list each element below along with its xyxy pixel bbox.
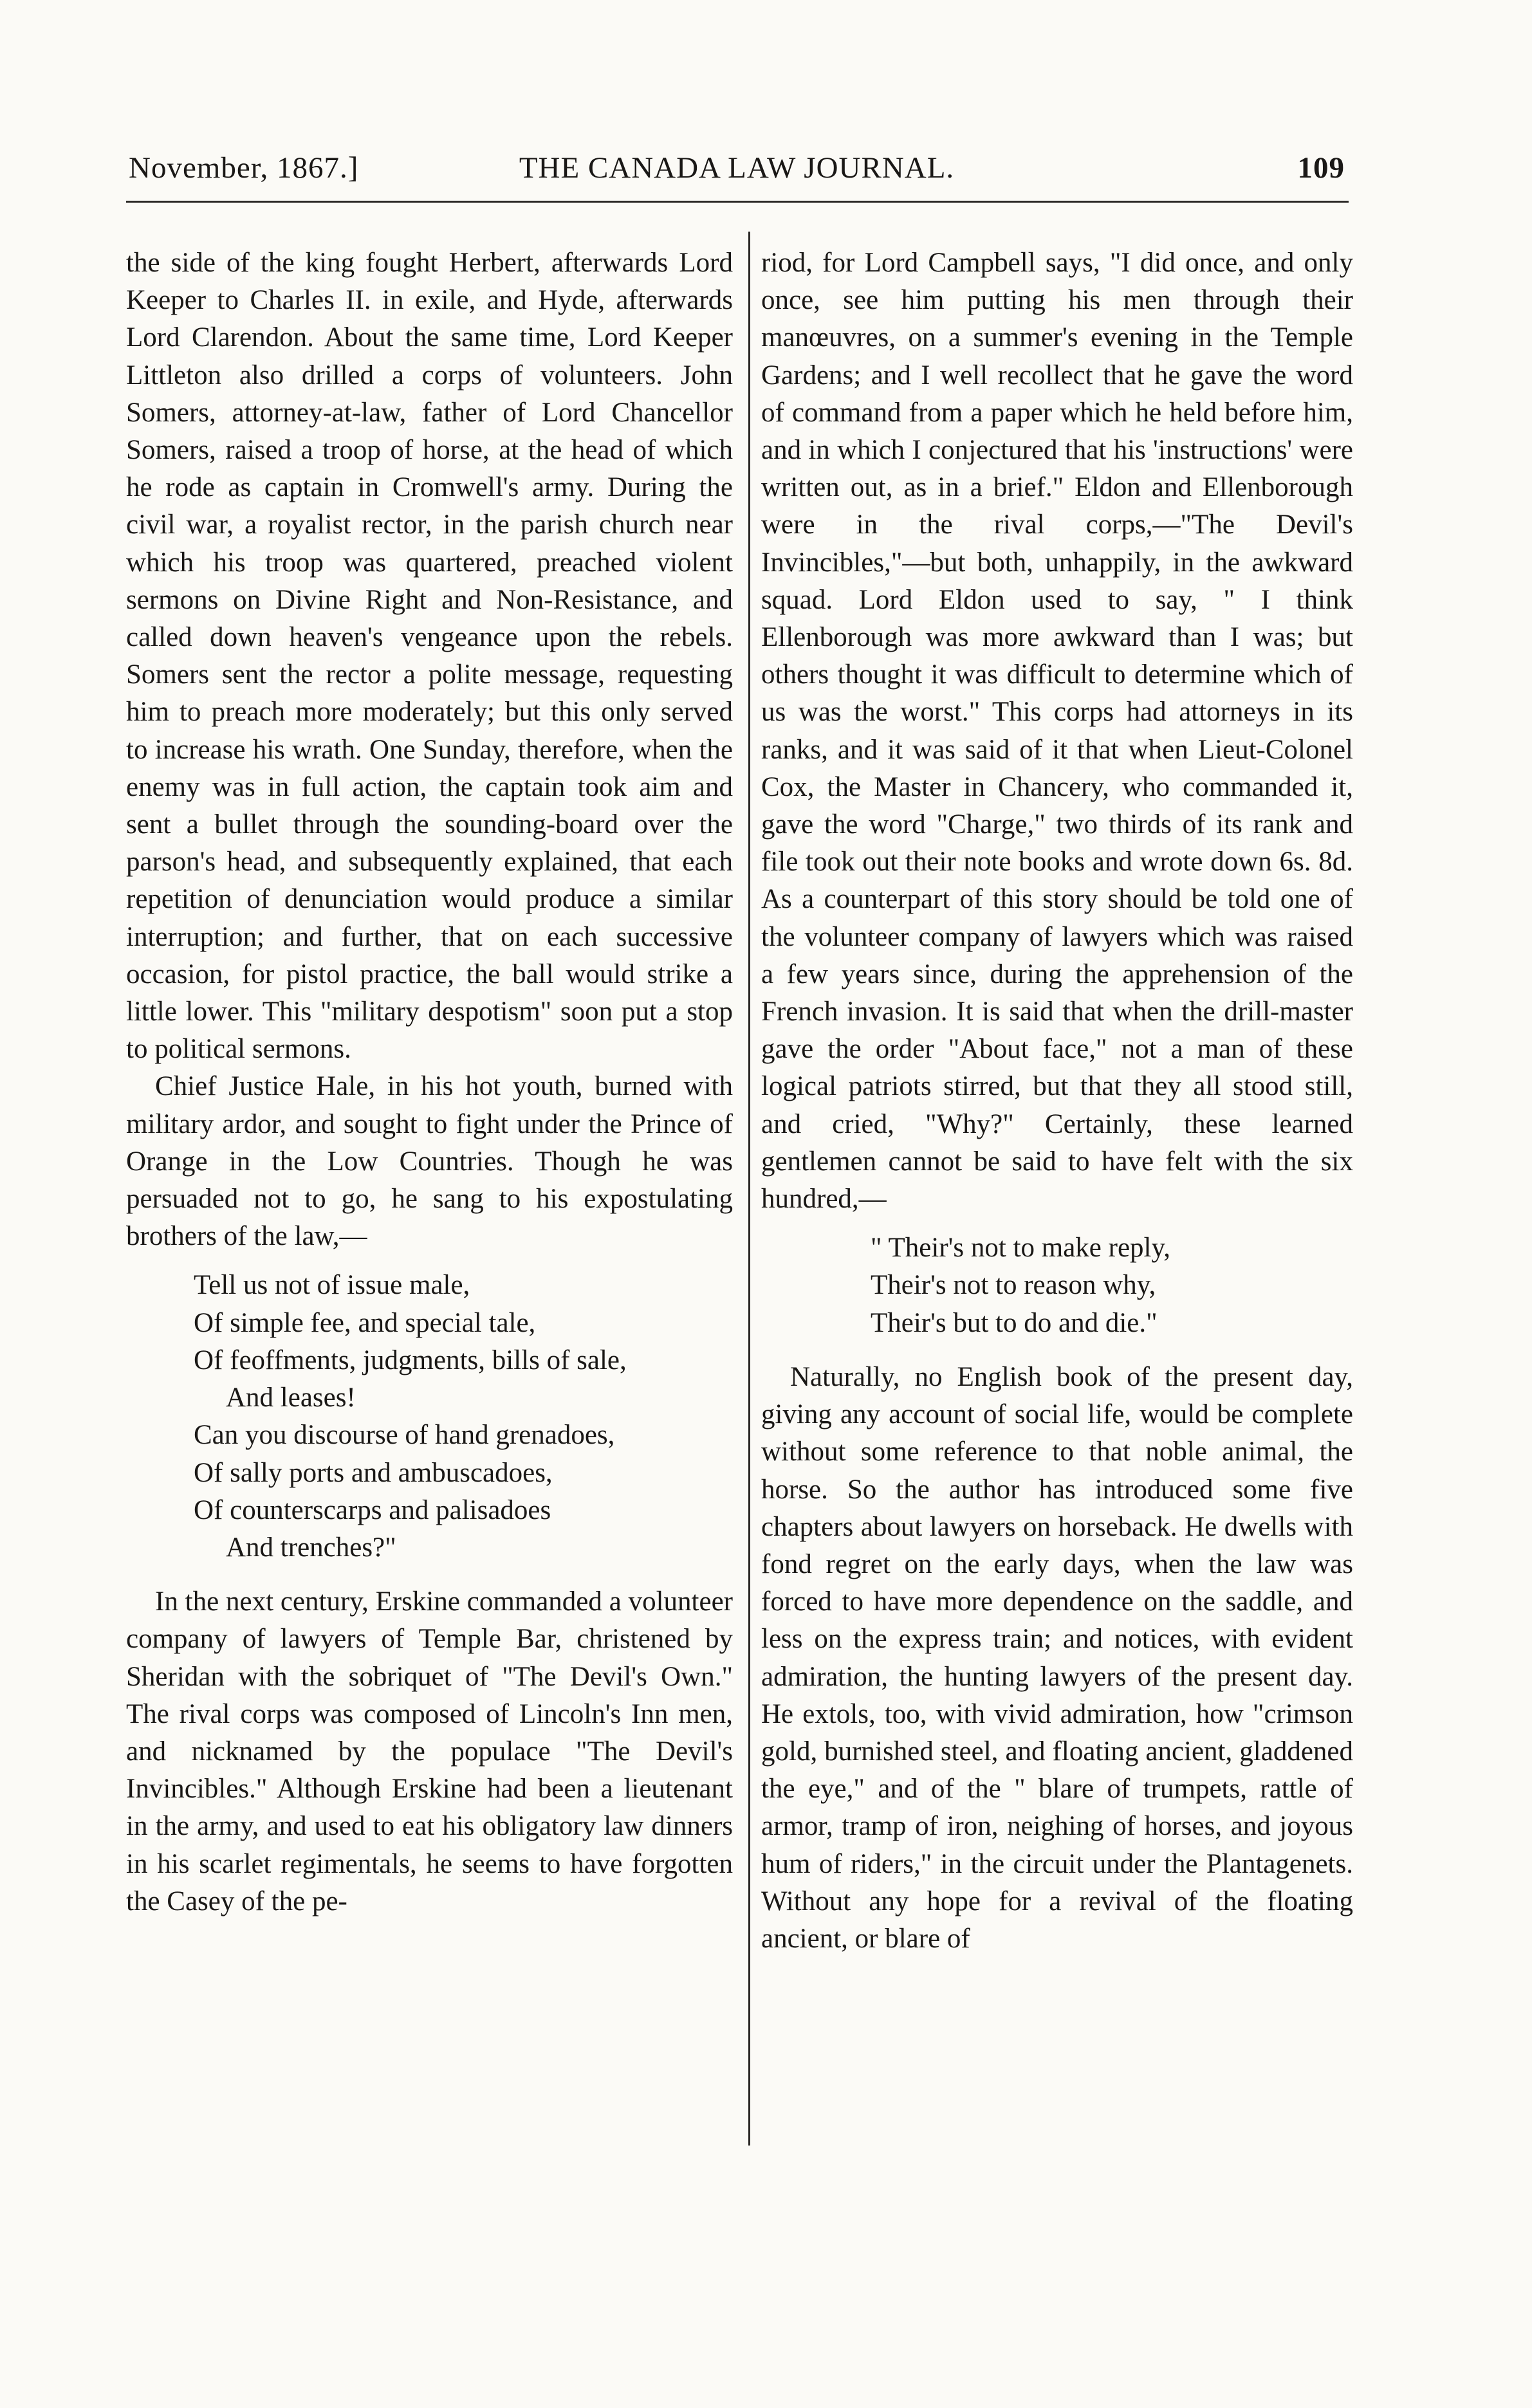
left-paragraph-3: In the next century, Erskine commanded a volunteer company of lawyers of Temple Bar, christened by Sheridan with the sobriquet of "The Devil's Own." The rival corps was composed of Lincoln's Inn men, and nicknamed by the populace "The Devil's Invincibles." Although Erskine had been a lieutenant in the army, and used to eat his obligatory law dinners in his scarlet regimentals, he seems to have forgotten the Casey of the pe- — [126, 1586, 733, 1916]
verse-line: Of counterscarps and palisadoes — [194, 1494, 551, 1525]
verse-line: " Their's not to make reply, — [871, 1233, 1170, 1264]
right-paragraph-2: Naturally, no English book of the present day, giving any account of social life, would be complete without some reference to that noble animal, the horse. So the author has introduced some five chapters about lawyers on horseback. He dwells with fond regret on the early days, when the law was forced to have more dependence on the saddle, and less on the express train; and notices, with evident admiration, the hunting lawyers of the present day. He extols, too, with vivid admiration, how "crimson gold, burnished steel, and floating ancient, gladdened the eye," and of the " blare of trumpets, rattle of armor, tramp of iron, neighing of horses, and joyous hum of riders," in the circuit under the Plantagenets. Without any hope for a revival of the floating ancient, or blare of — [761, 1361, 1353, 1954]
verse-line: Of sally ports and ambuscadoes, — [194, 1457, 553, 1488]
left-column — [126, 244, 733, 1920]
hale-verse — [126, 1267, 733, 1567]
verse-line: And trenches?" — [226, 1532, 396, 1563]
verse-line: Their's not to reason why, — [871, 1270, 1156, 1301]
verse-line: And leases! — [226, 1383, 356, 1413]
page-number: 109 — [1297, 151, 1345, 185]
verse-line: Tell us not of issue male, — [194, 1270, 470, 1301]
left-paragraph-2: Chief Justice Hale, in his hot youth, burned with military ardor, and sought to fight under the Prince of Orange in the Low Countries. Though he was persuaded not to go, he sang to his expostulating brothers of the law,— — [126, 1071, 733, 1252]
issue-date: November, 1867.] — [129, 151, 359, 185]
header-rule — [126, 201, 1349, 203]
six-hundred-verse — [761, 1229, 1353, 1342]
right-column — [761, 244, 1353, 1958]
journal-title: THE CANADA LAW JOURNAL. — [519, 151, 955, 185]
page-header — [129, 145, 1345, 190]
verse-line: Their's but to do and die." — [871, 1307, 1158, 1338]
right-paragraph-1: riod, for Lord Campbell says, "I did once, and only once, see him putting his men through their manœuvres, on a summer's evening in the Temple Gardens; and I well recollect that he gave the word of command from a paper which he held before him, and in which I conjectured that his 'instructions' were written out, as in a brief." Eldon and Ellenborough were in the rival corps,—"The Devil's Invincibles,"—but both, unhappily, in the awkward squad. Lord Eldon used to say, " I think Ellenborough was more awkward than I was; but others thought it was difficult to determine which of us was the worst." This corps had attorneys in its ranks, and it was said of it that when Lieut-Colonel Cox, the Master in Chancery, who commanded it, gave the word "Charge," two thirds of its rank and file took out their note books and wrote down 6s. 8d. As a counterpart of this story should be told one of the volunteer company of lawyers which was raised a few years since, during the apprehension of the French invasion. It is said that when the drill-master gave the order "About face," not a man of these logical patriots stirred, but that they all stood still, and cried, "Why?" Certainly, these learned gentlemen cannot be said to have felt with the six hundred,— — [761, 248, 1353, 1215]
verse-line: Can you discourse of hand grenadoes, — [194, 1420, 615, 1451]
left-paragraph-1: the side of the king fought Herbert, afterwards Lord Keeper to Charles II. in exile, and Hyde, afterwards Lord Clarendon. About the same time, Lord Keeper Littleton also drilled a corps of volunteers. John Somers, attorney-at-law, father of Lord Chancellor Somers, raised a troop of horse, at the head of which he rode as captain in Cromwell's army. During the civil war, a royalist rector, in the parish church near which his troop was quartered, preached violent sermons on Divine Right and Non-Resistance, and called down heaven's vengeance upon the rebels. Somers sent the rector a polite message, requesting him to preach more moderately; but this only served to increase his wrath. One Sunday, therefore, when the enemy was in full action, the captain took aim and sent a bullet through the sounding-board over the parson's head, and subsequently explained, that each repetition of denunciation would produce a similar interruption; and further, that on each successive occasion, for pistol practice, the ball would strike a little lower. This "military despotism" soon put a stop to political sermons. — [126, 248, 733, 1065]
verse-line: Of feoffments, judgments, bills of sale, — [194, 1345, 627, 1375]
column-divider — [748, 232, 750, 2146]
verse-line: Of simple fee, and special tale, — [194, 1307, 536, 1338]
